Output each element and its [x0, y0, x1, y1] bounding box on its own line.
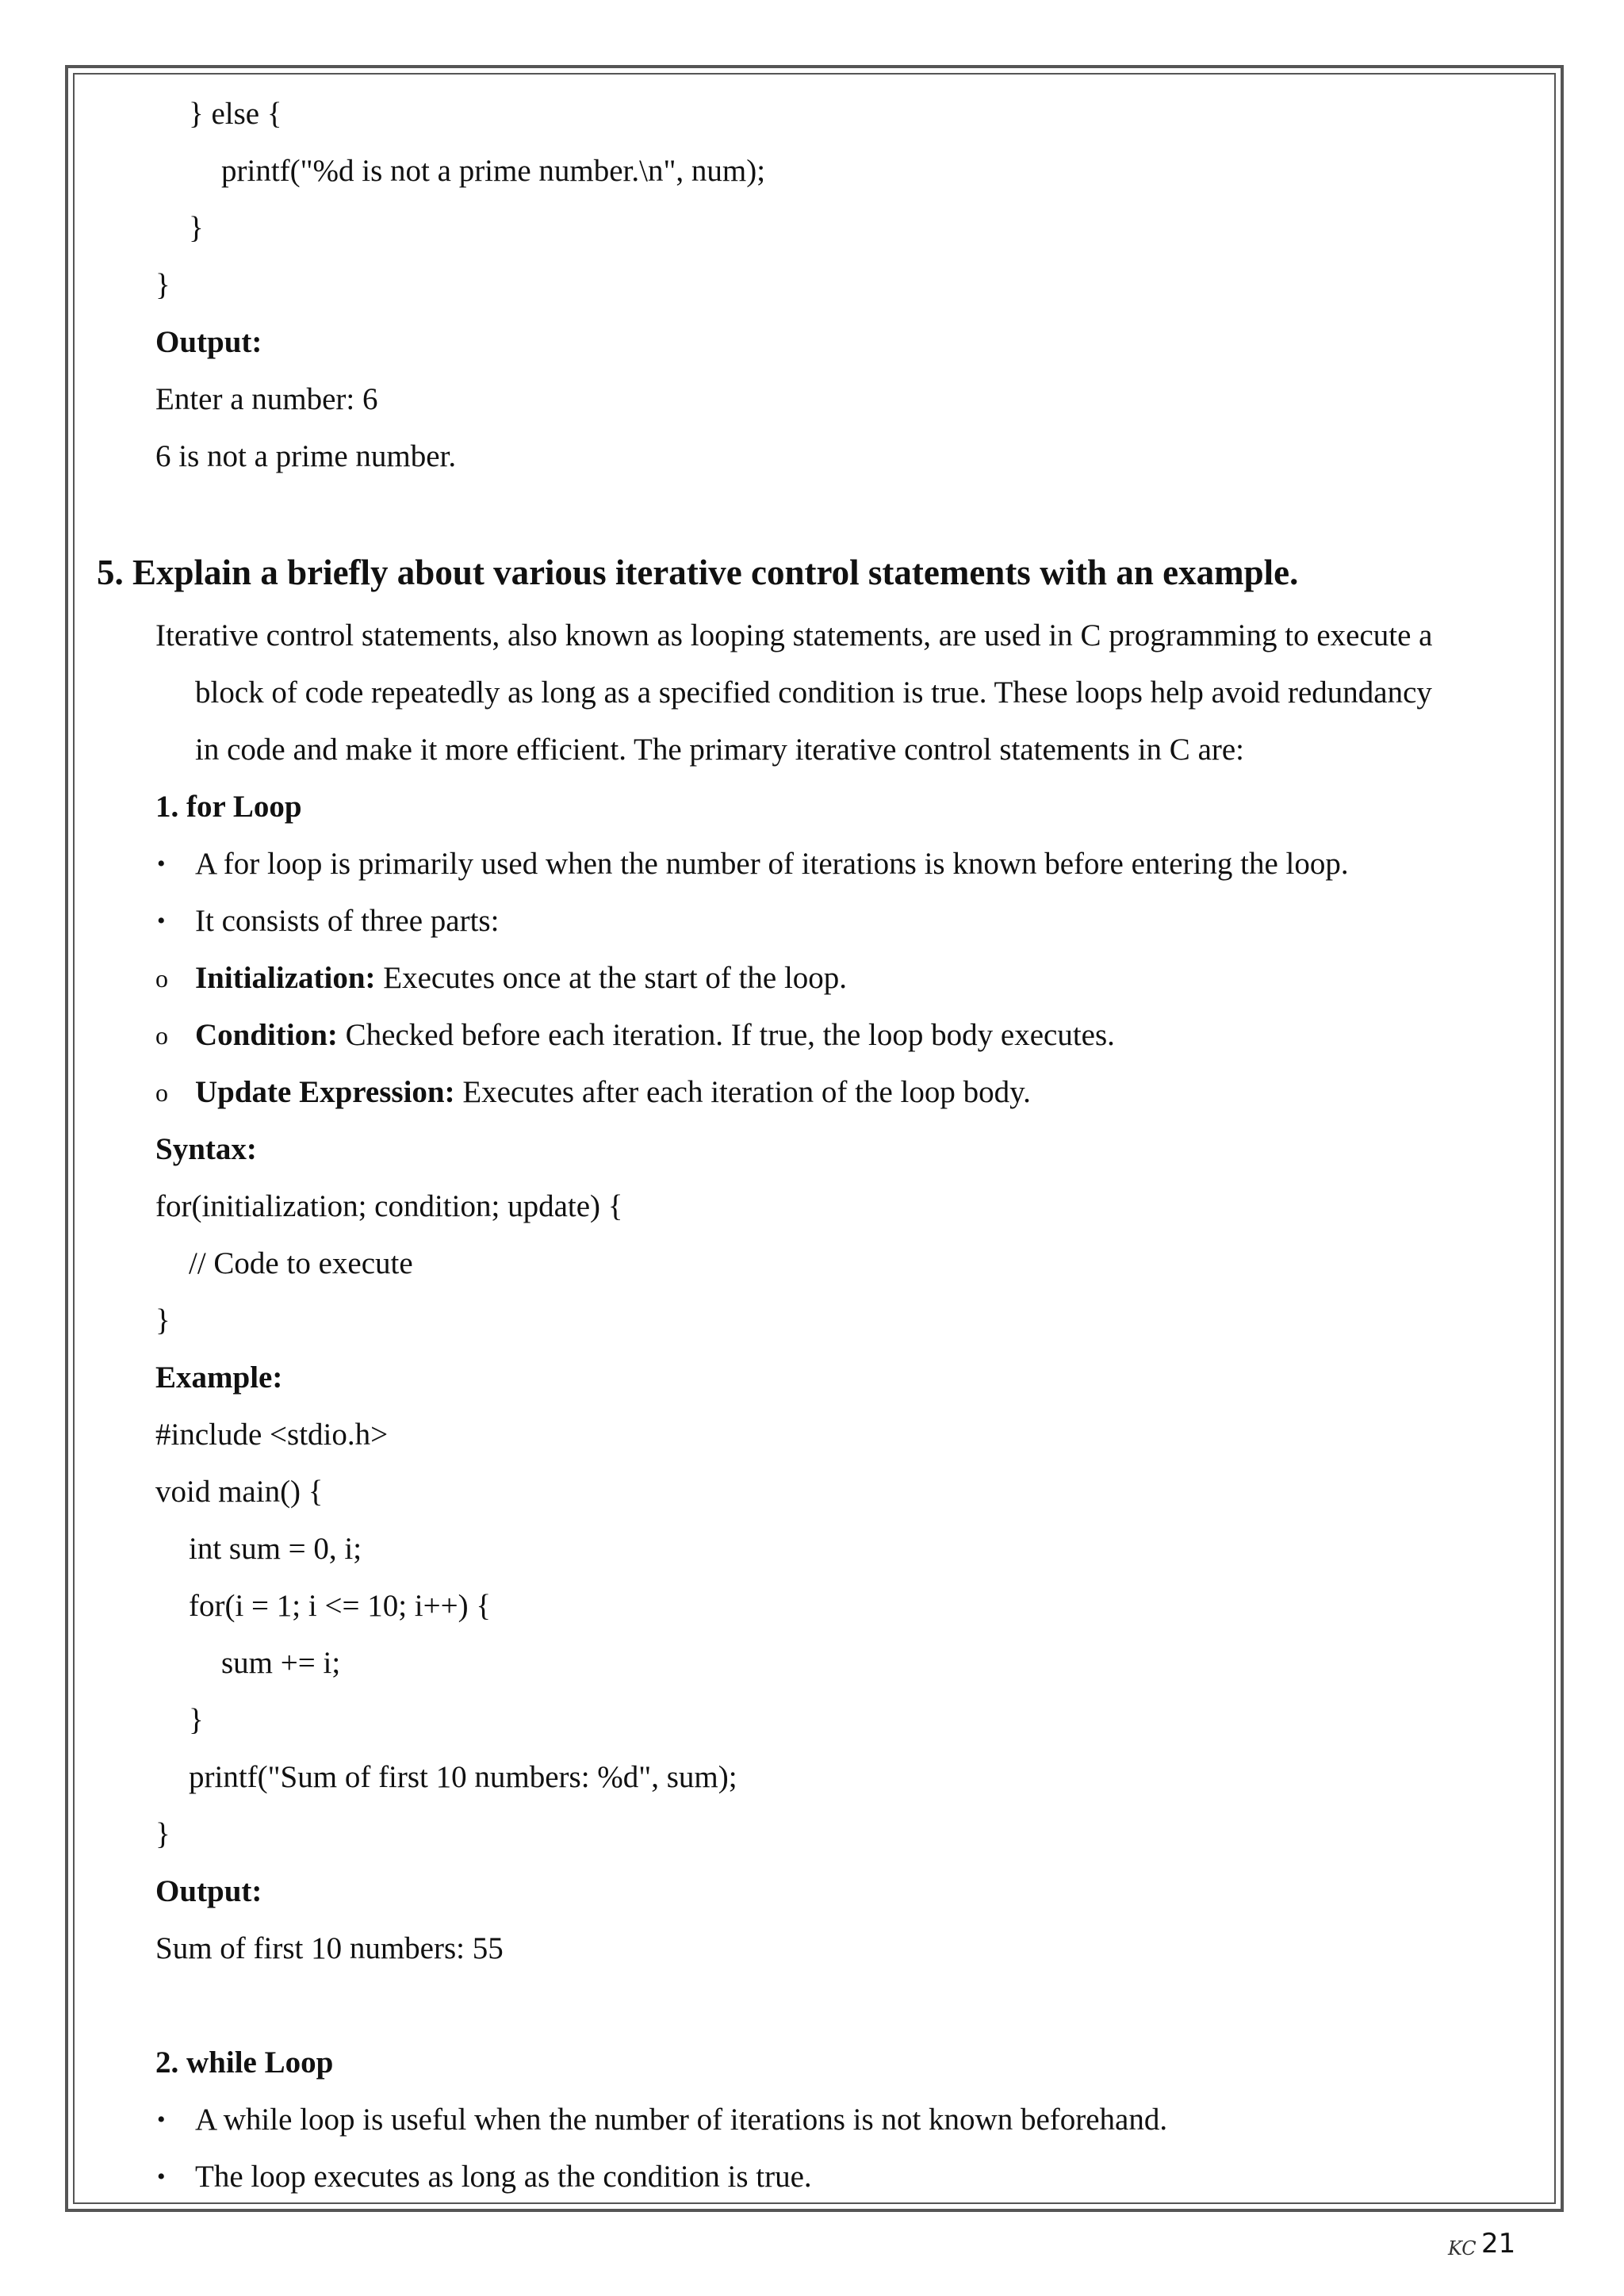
output-label: Output:	[155, 325, 262, 359]
syntax-line: for(initialization; condition; update) {	[155, 1189, 623, 1223]
author-mark: KC	[1448, 2237, 1477, 2260]
bullet-text: A while loop is useful when the number of iterations is not known beforehand.	[195, 2103, 1168, 2137]
intro-line: in code and make it more efficient. The primary iterative control statements in C are:	[195, 733, 1245, 767]
term: Condition:	[195, 1018, 338, 1052]
syntax-line: // Code to execute	[189, 1246, 413, 1280]
sub-bullet-icon: o	[155, 1021, 168, 1050]
bullet-icon: •	[157, 2107, 166, 2133]
term-description: Executes after each iteration of the loop body.	[454, 1075, 1031, 1109]
intro-line: Iterative control statements, also known as looping statements, are used in C programming to execute a	[155, 618, 1433, 652]
term-description: Checked before each iteration. If true, the loop body executes.	[337, 1018, 1115, 1052]
example-line: void main() {	[155, 1475, 324, 1509]
term-description: Executes once at the start of the loop.	[375, 961, 848, 995]
syntax-line: }	[155, 1303, 170, 1337]
for-loop-heading: 1. for Loop	[155, 790, 302, 824]
example-line: for(i = 1; i <= 10; i++) {	[189, 1589, 492, 1623]
example-line: printf("Sum of first 10 numbers: %d", sum);	[189, 1760, 737, 1794]
output-line: Enter a number: 6	[155, 382, 378, 416]
output-label: Output:	[155, 1874, 262, 1908]
intro-line: block of code repeatedly as long as a specified condition is true. These loops help avoid redundancy	[195, 675, 1432, 710]
sub-bullet-item	[195, 959, 847, 998]
sub-bullet-icon: o	[155, 1078, 168, 1107]
syntax-label: Syntax:	[155, 1132, 257, 1166]
example-label: Example:	[155, 1360, 283, 1395]
example-line: }	[155, 1817, 170, 1851]
output-line: Sum of first 10 numbers: 55	[155, 1931, 504, 1965]
example-line: }	[189, 1703, 204, 1737]
bullet-text: A for loop is primarily used when the number of iterations is known before entering the loop.	[195, 847, 1349, 881]
sub-bullet-item	[195, 1073, 1031, 1112]
while-loop-heading: 2. while Loop	[155, 2045, 334, 2080]
output-line: 6 is not a prime number.	[155, 439, 457, 473]
example-line: #include <stdio.h>	[155, 1418, 389, 1452]
term: Update Expression:	[195, 1075, 455, 1109]
example-line: sum += i;	[221, 1646, 341, 1680]
code-line: }	[189, 211, 204, 245]
page-number: 21	[1481, 2228, 1516, 2260]
bullet-icon: •	[157, 908, 166, 934]
term: Initialization:	[195, 961, 376, 995]
code-line: }	[155, 268, 170, 302]
code-line: printf("%d is not a prime number.\n", num);	[221, 154, 766, 188]
code-line: } else {	[189, 97, 282, 131]
bullet-icon: •	[157, 851, 166, 877]
bullet-icon: •	[157, 2164, 166, 2190]
sub-bullet-item	[195, 1016, 1115, 1055]
sub-bullet-icon: o	[155, 964, 168, 993]
question-heading: 5. Explain a briefly about various iterative control statements with an example.	[97, 553, 1299, 592]
bullet-text: It consists of three parts:	[195, 904, 500, 938]
bullet-text: The loop executes as long as the condition is true.	[195, 2160, 812, 2194]
example-line: int sum = 0, i;	[189, 1532, 362, 1566]
